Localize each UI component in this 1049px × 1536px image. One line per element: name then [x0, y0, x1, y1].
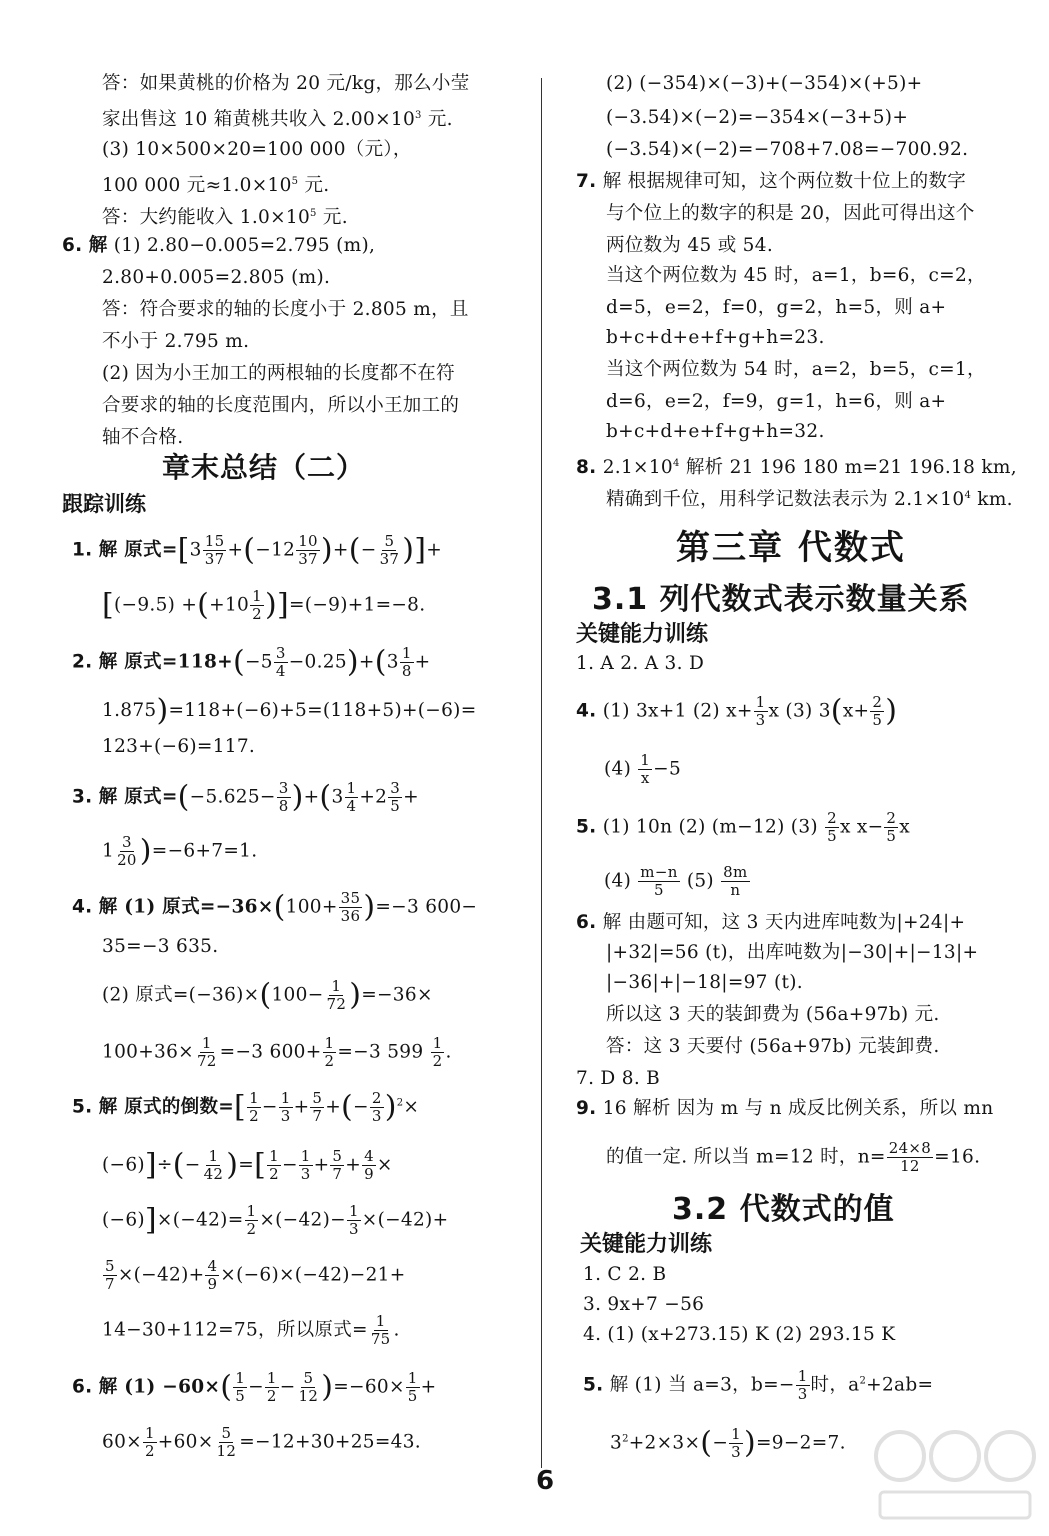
- text-line: d=5，e=2，f=0，g=2，h=5，则 a+: [606, 297, 947, 318]
- answer-line: 4. (1) (x+273.15) K (2) 293.15 K: [583, 1324, 896, 1345]
- text-line: 123+(−6)=117.: [102, 736, 256, 757]
- text-line: 35=−3 635.: [102, 936, 219, 957]
- question-5: 5. 解 原式的倒数=[ $\frac{1}{2}$ − $\frac{1}{3}$ + $\frac{5}{7}$ +(− $\frac{2}{3}$ )$^2$×: [72, 1089, 420, 1125]
- question-7: 7. 解 根据规律可知，这个两位数十位上的数字: [576, 171, 967, 192]
- text-line: 100+36× $\frac{1}{72}$ =−3 600+ $\frac{1}{2}$ =−3 599 $\frac{1}{2}$ .: [102, 1034, 452, 1070]
- question-5-right: 5. (1) 10n (2) (m−12) (3) $\frac{2}{5}$ x x− $\frac{2}{5}$ x: [576, 809, 910, 845]
- text-line: 当这个两位数为 54 时，a=2，b=5，c=1，: [606, 359, 986, 380]
- column-divider: [541, 78, 542, 1468]
- question-1: 1. 解 原式=[3 $\frac{15}{37}$ +(−12 $\frac{10}{37}$ )+(− $\frac{5}{37}$ )]+: [72, 532, 443, 568]
- text-line: (4) $\frac{m-n}{5}$ (5) $\frac{8m}{n}$: [604, 863, 748, 899]
- section-heading-chapter-summary: 章末总结（二）: [162, 451, 366, 484]
- question-2: 2. 解 原式=118+(−5 $\frac{3}{4}$ −0.25)+(3 $\frac{1}{8}$ +: [72, 644, 431, 680]
- text-line: (−6)]÷(− $\frac{1}{42}$ )=[ $\frac{1}{2}$ − $\frac{1}{3}$ + $\frac{5}{7}$ + $\frac{4}{9}$ ×: [102, 1147, 393, 1183]
- question-3: 3. 解 原式=(−5.625− $\frac{3}{8}$ )+(3 $\frac{1}{4}$ +2 $\frac{3}{5}$ +: [72, 779, 419, 815]
- question-6-right: 6. 解 由题可知，这 3 天内进库吨数为|+24|+: [576, 912, 966, 933]
- answer-line: 3. 9x+7 −56: [583, 1294, 705, 1315]
- answer-line: 1. C 2. B: [583, 1264, 667, 1285]
- text-line: $\frac{5}{7}$ ×(−42)+ $\frac{4}{9}$ ×(−6)×(−42)−21+: [105, 1257, 406, 1293]
- text-line: 两位数为 45 或 54.: [606, 235, 774, 256]
- section-title-3-2: 3.2 代数式的值: [672, 1192, 895, 1227]
- question-4-right: 4. (1) 3x+1 (2) x+ $\frac{1}{3}$ x (3) 3(x+ $\frac{2}{5}$ ): [576, 693, 898, 729]
- subheading-tracking: 跟踪训练: [62, 492, 146, 516]
- question-8: 8. $2.1\times 10^4$ 解析 21 196 180 m=21 196.18 km,: [576, 457, 1017, 479]
- text-line: 精确到千位，用科学记数法表示为 $2.1\times 10^4$ km.: [606, 489, 1013, 511]
- chapter-title: 第三章 代数式: [676, 528, 906, 568]
- text-line: |+32|=56 (t)，出库吨数为|−30|+|−13|+: [606, 942, 979, 963]
- text-line: (−3.54)×(−2)=−354×(−3+5)+: [606, 107, 909, 128]
- text-line: |−36|+|−18|=97 (t).: [606, 972, 803, 993]
- text-line: 60× $\frac{1}{2}$ +60× $\frac{5}{12}$ =−12+30+25=43.: [102, 1424, 421, 1460]
- question-5-value: 5. 解 (1) 当 a=3，b=− $\frac{1}{3}$ 时，$a^2+2ab=$: [583, 1367, 934, 1403]
- question-4: 4. 解 (1) 原式=−36×(100+ $\frac{35}{36}$ )=−3 600−: [72, 889, 478, 925]
- answer-line: 7. D 8. B: [576, 1068, 661, 1089]
- text-line: $3^2+2\times 3\times(-$ $\frac{1}{3}$ )=9−2=7.: [610, 1425, 846, 1461]
- text-line: 100 000 元$\approx 1.0\times 10^5$ 元.: [102, 175, 330, 197]
- text-line: b+c+d+e+f+g+h=32.: [606, 421, 825, 442]
- text-line: 2.80+0.005=2.805 (m).: [102, 267, 331, 288]
- text-line: 所以这 3 天的装卸费为 (56a+97b) 元.: [606, 1004, 940, 1025]
- text-line: (2) 因为小王加工的两根轴的长度都不在符: [102, 363, 455, 384]
- text-line: 当这个两位数为 45 时，a=1，b=6，c=2，: [606, 265, 986, 286]
- text-line: 1.875)=118+(−6)+5=(118+5)+(−6)=: [102, 693, 477, 728]
- text-line: d=6，e=2，f=9，g=1，h=6，则 a+: [606, 391, 947, 412]
- text-line: 答：大约能收入 $1.0\times 10^5$ 元.: [102, 207, 348, 229]
- text-line: (2) (−354)×(−3)+(−354)×(+5)+: [606, 73, 923, 94]
- text-line: b+c+d+e+f+g+h=23.: [606, 327, 825, 348]
- answer-line: 1. A 2. A 3. D: [576, 653, 705, 674]
- text-line: 1 $\frac{3}{20}$ )=−6+7=1.: [102, 833, 258, 869]
- question-6-summary: 6. 解 (1) −60×( $\frac{1}{5}$ − $\frac{1}{2}$ − $\frac{5}{12}$ )=−60× $\frac{1}{5}$ +: [72, 1369, 437, 1405]
- text-line: 不小于 2.795 m.: [102, 331, 250, 352]
- text-line: 的值一定. 所以当 m=12 时，n= $\frac{24\times 8}{12}$ =16.: [606, 1139, 981, 1175]
- text-line: (2) 原式=(−36)×(100− $\frac{1}{72}$ )=−36×: [102, 977, 433, 1013]
- text-line: 与个位上的数字的积是 20，因此可得出这个: [606, 203, 975, 224]
- text-line: [(−9.5) +(+10 $\frac{1}{2}$ )]=(−9)+1=−8.: [102, 587, 426, 623]
- section-title-3-1: 3.1 列代数式表示数量关系: [592, 582, 970, 617]
- text-line: 答：如果黄桃的价格为 20 元/kg，那么小莹: [102, 73, 470, 94]
- text-line: 14−30+112=75，所以原式= $\frac{1}{75}$ .: [102, 1312, 400, 1348]
- subheading-key-ability-2: 关键能力训练: [580, 1232, 713, 1257]
- text-line: (−3.54)×(−2)=−708+7.08=−700.92.: [606, 139, 969, 160]
- page-number: 6: [536, 1466, 555, 1496]
- text-line: 轴不合格.: [102, 427, 184, 448]
- text-line: (−6)]×(−42)= $\frac{1}{2}$ ×(−42)− $\frac{1}{3}$ ×(−42)+: [102, 1202, 449, 1238]
- question-9: 9. 16 解析 因为 m 与 n 成反比例关系，所以 mn: [576, 1098, 994, 1119]
- text-line: (3) 10×500×20=100 000（元），: [102, 139, 412, 160]
- text-line: 答：符合要求的轴的长度小于 2.805 m，且: [102, 299, 469, 320]
- text-line: 答：这 3 天要付 (56a+97b) 元装卸费.: [606, 1036, 940, 1057]
- question-6: 6. 解 (1) 2.80−0.005=2.795 (m),: [62, 235, 376, 256]
- watermark-logo-icon: [870, 1426, 1040, 1526]
- text-line: 家出售这 10 箱黄桃共收入 $2.00\times 10^3$ 元.: [102, 109, 453, 131]
- subheading-key-ability: 关键能力训练: [576, 622, 709, 647]
- text-line: (4) $\frac{1}{x}$ −5: [604, 751, 682, 787]
- text-line: 合要求的轴的长度范围内，所以小王加工的: [102, 395, 460, 416]
